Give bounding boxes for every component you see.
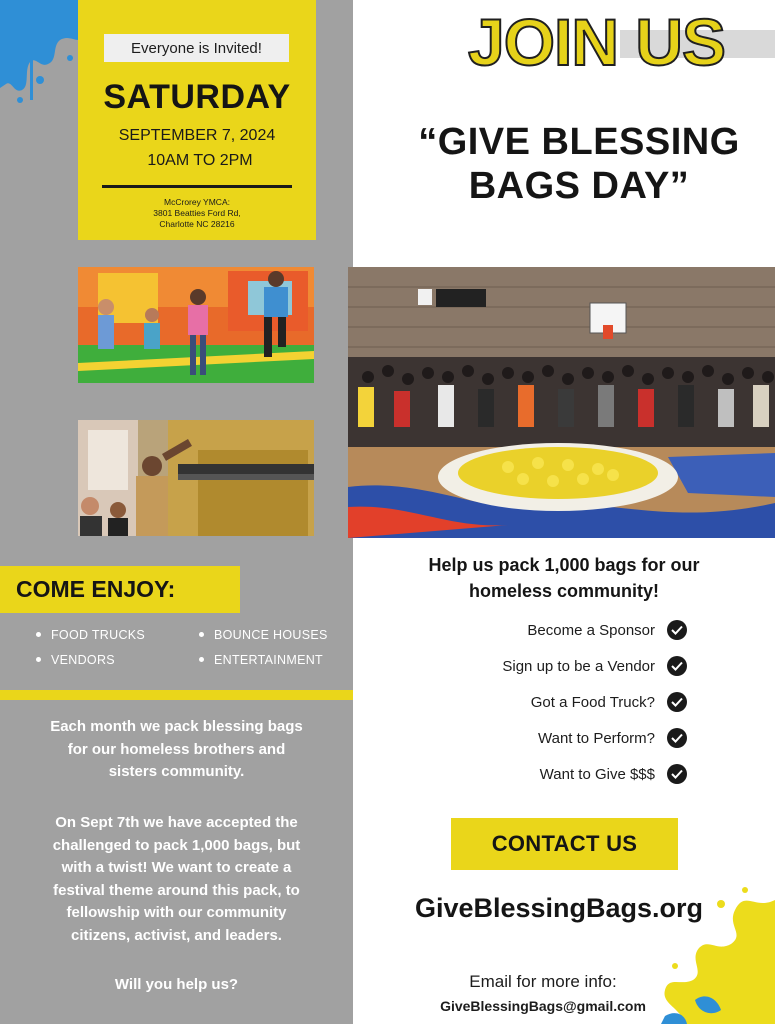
enjoy-item	[199, 653, 323, 667]
story-line: festival theme around this pack, to	[53, 881, 300, 899]
help-text	[353, 552, 775, 604]
address-line: Charlotte NC 28216	[159, 219, 235, 229]
email-link[interactable]: GiveBlessingBags@gmail.com	[440, 998, 646, 1014]
address-line: McCrorey YMCA:	[164, 197, 230, 207]
story-line: fellowship with our community	[66, 904, 287, 921]
bullet-icon	[199, 632, 204, 637]
contact-us-button[interactable]: CONTACT US	[451, 818, 678, 870]
event-date: SEPTEMBER 7, 2024	[118, 127, 276, 144]
basketball-photo	[78, 420, 314, 536]
story-paragraph-2	[0, 812, 353, 947]
check-circle-icon	[667, 764, 687, 784]
checklist-item-label: Want to Give $$$	[539, 765, 655, 783]
date-divider	[102, 185, 292, 188]
event-address	[78, 197, 316, 230]
bullet-icon	[36, 632, 41, 637]
bullet-icon	[36, 657, 41, 662]
event-day: SATURDAY	[103, 78, 291, 116]
event-time: 10AM TO 2PM	[147, 152, 253, 169]
story-line: Each month we pack blessing bags	[50, 718, 303, 735]
check-circle-icon	[667, 728, 687, 748]
website-link[interactable]: GiveBlessingBags.org	[414, 893, 704, 923]
enjoy-item	[199, 628, 328, 642]
enjoy-item-label: FOOD TRUCKS	[51, 628, 146, 642]
checklist-item-label: Become a Sponsor	[527, 621, 655, 639]
checklist-item-label: Got a Food Truck?	[530, 693, 655, 711]
checklist-item-perform[interactable]	[538, 726, 687, 750]
story-line: challenged to pack 1,000 bags, but	[52, 836, 301, 854]
join-us-title: JOIN US	[468, 5, 726, 79]
enjoy-item	[36, 653, 115, 667]
group-gym-photo	[348, 267, 775, 538]
enjoy-item	[36, 628, 145, 642]
checklist-item-give[interactable]	[540, 762, 687, 786]
bounce-house-photo	[78, 267, 314, 383]
enjoy-item-label: VENDORS	[51, 653, 115, 667]
help-line: homeless community!	[468, 581, 660, 601]
help-line: Help us pack 1,000 bags for our	[428, 555, 700, 575]
event-title-line: “GIVE BLESSING	[418, 121, 740, 163]
check-circle-icon	[667, 656, 687, 676]
enjoy-item-label: ENTERTAINMENT	[214, 653, 323, 667]
enjoy-item-label: BOUNCE HOUSES	[214, 628, 328, 642]
checklist-item-label: Sign up to be a Vendor	[502, 657, 655, 675]
checklist-item-sponsor[interactable]	[527, 618, 687, 642]
event-title-line: BAGS DAY”	[468, 165, 690, 207]
email-label: Email for more info:	[469, 972, 617, 991]
story-line: On Sept 7th we have accepted the	[55, 814, 298, 831]
bullet-icon	[199, 657, 204, 662]
story-question: Will you help us?	[114, 976, 239, 993]
address-line: 3801 Beatties Ford Rd,	[153, 208, 241, 218]
checklist-item-vendor[interactable]	[502, 654, 687, 678]
story-line: citizens, activist, and leaders.	[71, 926, 282, 944]
story-line: sisters community.	[108, 763, 245, 780]
story-line: for our homeless brothers and	[67, 740, 286, 758]
checklist-item-food-truck[interactable]	[531, 690, 687, 714]
check-circle-icon	[667, 692, 687, 712]
invite-badge: Everyone is Invited!	[104, 34, 289, 62]
checklist-item-label: Want to Perform?	[538, 729, 655, 747]
check-circle-icon	[667, 620, 687, 640]
story-paragraph-1	[0, 716, 353, 784]
event-title	[353, 120, 775, 208]
come-enjoy-heading: COME ENJOY:	[0, 566, 240, 613]
story-line: with a twist! We want to create a	[61, 859, 292, 876]
section-divider	[0, 690, 353, 700]
